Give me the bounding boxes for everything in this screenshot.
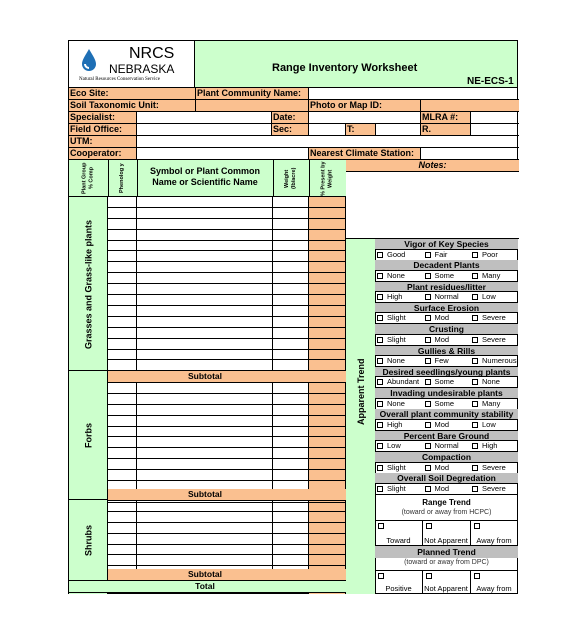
trend-option-label: Severe [482, 483, 506, 493]
planned-trend-block [375, 546, 518, 594]
checkbox[interactable] [377, 337, 383, 343]
planned-not-apparent-checkbox[interactable] [426, 573, 432, 579]
checkbox[interactable] [377, 315, 383, 321]
cooperator-label: Cooperator: [69, 148, 137, 160]
header-divider [108, 160, 109, 197]
trend-option-row [375, 271, 518, 282]
table-row[interactable] [108, 230, 346, 241]
table-row[interactable] [108, 208, 346, 219]
checkbox[interactable] [472, 443, 478, 449]
trend-option-label: Many [482, 398, 501, 408]
trend-option-label: Mod [434, 334, 450, 344]
checkbox[interactable] [472, 252, 478, 258]
trend-option[interactable] [377, 420, 402, 431]
table-row[interactable] [108, 317, 346, 328]
trend-section-title: Desired seedlings/young plants [375, 367, 518, 378]
table-row[interactable] [108, 459, 346, 470]
trend-option-row [375, 484, 518, 495]
trend-option[interactable] [377, 335, 406, 346]
trend-option-label: Slight [387, 483, 406, 493]
checkbox[interactable] [425, 422, 431, 428]
trend-option-label: Severe [482, 334, 506, 344]
header-divider [309, 160, 310, 197]
table-row[interactable] [108, 219, 346, 230]
trend-section-title: Gullies & Rills [375, 346, 518, 357]
notes-header: Notes: [346, 160, 519, 172]
trend-option-label: Severe [482, 313, 506, 323]
range-away-checkbox[interactable] [474, 523, 480, 529]
planned-positive-checkbox[interactable] [378, 573, 384, 579]
org-full-name: Natural Resources Conservation Service [79, 77, 160, 82]
table-row[interactable] [108, 438, 346, 449]
forbs-subtotal-row [108, 489, 346, 501]
subtotal-label: Subtotal [188, 489, 222, 499]
apparent-trend-label: Apparent Trend [356, 358, 366, 426]
sec-label: Sec: [272, 124, 309, 136]
trend-option-label: Numerous [482, 356, 517, 365]
table-row[interactable] [108, 416, 346, 427]
trend-option-label: Slight [387, 313, 406, 323]
trend-section-title: Overall plant community stability [375, 409, 518, 420]
total-label: Total [195, 581, 215, 591]
trend-option-label: Mod [434, 483, 450, 493]
checkbox[interactable] [377, 443, 383, 449]
trend-option[interactable] [377, 292, 402, 303]
table-row[interactable] [108, 383, 346, 394]
table-row[interactable] [108, 241, 346, 252]
checkbox[interactable] [377, 379, 383, 385]
trend-option[interactable] [377, 356, 405, 367]
trend-option[interactable] [425, 484, 450, 495]
table-row[interactable] [108, 284, 346, 295]
trend-option-row [375, 250, 518, 261]
table-row[interactable] [108, 427, 346, 438]
date-input[interactable] [309, 112, 421, 124]
r-input[interactable] [471, 124, 519, 136]
trend-option[interactable] [425, 250, 448, 261]
checkbox[interactable] [425, 358, 431, 364]
checkbox[interactable] [425, 252, 431, 258]
trend-section-title: Compaction [375, 452, 518, 463]
trend-option[interactable] [377, 484, 406, 495]
grasses-subtotal-row [108, 371, 346, 383]
range-trend-divider [375, 520, 518, 521]
cooperator-input[interactable] [137, 148, 309, 160]
checkbox[interactable] [377, 465, 383, 471]
checkbox[interactable] [425, 465, 431, 471]
symbol-name-header: Symbol or Plant Common Name or Scientific Name [149, 166, 260, 187]
trend-option-label: High [482, 441, 498, 451]
trend-option[interactable] [425, 399, 455, 410]
table-row[interactable] [108, 273, 346, 284]
trend-section-title: Crusting [375, 324, 518, 335]
forbs-group-label: Forbs [83, 422, 94, 448]
checkbox[interactable] [377, 294, 383, 300]
table-row[interactable] [108, 523, 346, 534]
trend-option-label: Slight [387, 334, 406, 344]
trend-option[interactable] [472, 356, 517, 367]
photo-map-label: Photo or Map ID: [309, 100, 421, 112]
trend-option-label: High [387, 292, 403, 302]
weight-header: Weight (lb/acre) [284, 167, 297, 190]
checkbox[interactable] [425, 486, 431, 492]
range-not-apparent-checkbox[interactable] [426, 523, 432, 529]
trend-section-title: Vigor of Key Species [375, 239, 518, 250]
shrubs-subtotal-row [108, 569, 346, 581]
table-row[interactable] [108, 405, 346, 416]
trend-section-title: Overall Soil Degredation [375, 473, 518, 484]
checkbox[interactable] [425, 337, 431, 343]
group-divider [69, 499, 108, 500]
table-row[interactable] [108, 448, 346, 459]
utm-input[interactable] [137, 136, 519, 148]
field-office-label: Field Office: [69, 124, 137, 136]
phenology-header: Phenolog y [119, 163, 125, 194]
checkbox[interactable] [425, 294, 431, 300]
planned-option-positive: Positive [385, 584, 412, 593]
range-option-not-apparent: Not Apparent [424, 536, 468, 545]
specialist-input[interactable] [137, 112, 272, 124]
trend-option[interactable] [377, 313, 406, 324]
planned-option-away: Away from [476, 584, 512, 593]
checkbox[interactable] [472, 294, 478, 300]
photo-map-input[interactable] [421, 100, 519, 112]
specialist-label: Specialist: [69, 112, 137, 124]
trend-option-label: Abundant [387, 377, 420, 387]
trend-option-row [375, 356, 518, 367]
trend-option[interactable] [425, 271, 455, 282]
checkbox[interactable] [425, 273, 431, 279]
checkbox[interactable] [472, 337, 478, 343]
trend-option-label: Some [434, 398, 455, 408]
shrubs-group-label: Shrubs [83, 524, 94, 556]
table-row[interactable] [108, 545, 346, 556]
sec-input[interactable] [309, 124, 346, 136]
trend-option[interactable] [425, 313, 450, 324]
org-state: NEBRASKA [109, 62, 175, 76]
checkbox[interactable] [425, 401, 431, 407]
eco-site-label: Eco Site: [69, 88, 196, 100]
checkbox[interactable] [472, 273, 478, 279]
range-option-away: Away from [476, 536, 512, 545]
org-title: NRCS [129, 45, 175, 62]
trend-option[interactable] [377, 463, 406, 474]
form-title: Range Inventory Worksheet [272, 62, 418, 74]
checkbox[interactable] [377, 486, 383, 492]
trend-option[interactable] [377, 271, 405, 282]
checkbox[interactable] [425, 315, 431, 321]
mlra-input[interactable] [471, 112, 519, 124]
form-code: NE-ECS-1 [467, 76, 514, 87]
trend-option[interactable] [425, 463, 450, 474]
trend-option[interactable] [472, 335, 506, 346]
table-row[interactable] [108, 470, 346, 481]
trend-option[interactable] [425, 441, 459, 452]
trend-option-label: Low [387, 441, 401, 451]
checkbox[interactable] [472, 379, 478, 385]
trend-option-row [375, 463, 518, 474]
checkbox[interactable] [472, 465, 478, 471]
trend-option-label: Severe [482, 462, 506, 472]
table-row[interactable] [108, 306, 346, 317]
table-row[interactable] [108, 197, 346, 208]
subtotal-label: Subtotal [188, 371, 222, 381]
trend-option[interactable] [472, 484, 506, 495]
checkbox[interactable] [425, 379, 431, 385]
trend-option[interactable] [425, 335, 450, 346]
trend-option-label: Few [434, 356, 449, 365]
checkbox[interactable] [472, 401, 478, 407]
trend-option[interactable] [425, 356, 449, 367]
plant-group-header: Plant Group % Comp [81, 162, 95, 195]
checkbox[interactable] [472, 486, 478, 492]
header-divider [137, 160, 138, 197]
trend-section-title: Percent Bare Ground [375, 431, 518, 442]
range-trend-title: Range Trend [422, 498, 471, 507]
trend-option[interactable] [377, 250, 405, 261]
checkbox[interactable] [377, 252, 383, 258]
trend-option[interactable] [377, 441, 401, 452]
group-divider [69, 580, 108, 581]
trend-option-row [375, 377, 518, 388]
trend-option[interactable] [377, 377, 419, 388]
trend-section-title: Invading undesirable plants [375, 388, 518, 399]
table-row[interactable] [108, 556, 346, 567]
field-office-input[interactable] [137, 124, 272, 136]
r-label: R. [421, 124, 471, 136]
t-input[interactable] [376, 124, 421, 136]
trend-option[interactable] [472, 377, 500, 388]
table-row[interactable] [108, 328, 346, 339]
trend-option-label: Mod [434, 419, 450, 429]
group-divider [69, 370, 108, 371]
trend-option[interactable] [425, 292, 459, 303]
trend-option-label: None [387, 398, 405, 408]
table-row[interactable] [108, 339, 346, 350]
trend-option[interactable] [472, 292, 496, 303]
checkbox[interactable] [425, 443, 431, 449]
table-row[interactable] [108, 394, 346, 405]
checkbox[interactable] [377, 422, 383, 428]
checkbox[interactable] [472, 315, 478, 321]
utm-label: UTM: [69, 136, 137, 148]
climate-station-label: Nearest Climate Station: [309, 148, 421, 160]
planned-option-not-apparent: Not Apparent [424, 584, 468, 593]
trend-option-label: High [387, 419, 403, 429]
trend-option-row [375, 399, 518, 410]
table-row[interactable] [108, 534, 346, 545]
trend-option-label: Mod [434, 462, 450, 472]
range-trend-subtitle: (toward or away from HCPC) [401, 509, 492, 516]
trend-option-label: Slight [387, 462, 406, 472]
trend-option[interactable] [472, 313, 506, 324]
plant-community-label: Plant Community Name: [196, 88, 309, 100]
checkbox[interactable] [377, 401, 383, 407]
trend-option[interactable] [377, 399, 405, 410]
trend-option-row [375, 441, 518, 452]
trend-option[interactable] [472, 399, 500, 410]
trend-option[interactable] [472, 271, 500, 282]
subtotal-label: Subtotal [188, 569, 222, 579]
trend-section-title: Decadent Plants [375, 260, 518, 271]
range-trend-block [375, 496, 518, 546]
trend-option-label: None [387, 270, 405, 280]
checkbox[interactable] [377, 273, 383, 279]
trend-option[interactable] [425, 377, 455, 388]
trend-option-label: Normal [434, 441, 459, 451]
percent-header: % Present by Weight [320, 161, 334, 196]
info-grid [68, 88, 518, 160]
header-divider [273, 160, 274, 197]
trend-option-label: Good [387, 249, 406, 259]
trend-option-row [375, 335, 518, 346]
mlra-label: MLRA #: [421, 112, 471, 124]
trend-option-row [375, 292, 518, 303]
trend-section-title: Surface Erosion [375, 303, 518, 314]
trend-option-label: Fair [434, 249, 448, 259]
planned-trend-title: Planned Trend [375, 546, 518, 558]
trend-option[interactable] [472, 463, 506, 474]
trend-option-label: Normal [434, 292, 459, 302]
date-label: Date: [272, 112, 309, 124]
table-row[interactable] [108, 252, 346, 263]
climate-station-input[interactable] [421, 148, 519, 160]
trend-option-label: Poor [482, 249, 498, 259]
trend-option-row [375, 420, 518, 431]
checkbox[interactable] [472, 358, 478, 364]
planned-trend-divider [375, 570, 518, 571]
range-toward-checkbox[interactable] [378, 523, 384, 529]
trend-option-label: Some [434, 270, 455, 280]
trend-option-label: Some [434, 377, 455, 387]
trend-option-row [375, 313, 518, 324]
checkbox[interactable] [472, 422, 478, 428]
trend-option[interactable] [472, 250, 498, 261]
table-row[interactable] [108, 295, 346, 306]
table-row[interactable] [108, 501, 346, 512]
trend-option-label: None [482, 377, 500, 387]
trend-section-title: Plant residues/litter [375, 282, 518, 293]
table-row[interactable] [108, 361, 346, 372]
soil-unit-input[interactable] [196, 100, 309, 112]
checkbox[interactable] [377, 358, 383, 364]
t-label: T: [346, 124, 376, 136]
trend-option-label: None [387, 356, 405, 365]
logo-box [68, 40, 195, 88]
table-row[interactable] [108, 262, 346, 273]
trend-option-label: Many [482, 270, 501, 280]
trend-option-label: Low [482, 419, 496, 429]
planned-away-checkbox[interactable] [474, 573, 480, 579]
range-option-toward: Toward [386, 536, 411, 545]
water-drop-logo-icon [79, 47, 99, 73]
trend-option[interactable] [472, 441, 497, 452]
trend-option[interactable] [472, 420, 496, 431]
table-row[interactable] [108, 350, 346, 361]
trend-option-label: Mod [434, 313, 450, 323]
plant-community-input[interactable] [309, 88, 519, 100]
grasses-group-label: Grasses and Grass-like plants [83, 219, 94, 349]
planned-trend-subtitle: (toward or away from DPC) [404, 559, 489, 566]
total-row [69, 581, 346, 593]
table-row[interactable] [108, 512, 346, 523]
trend-option-label: Low [482, 292, 496, 302]
trend-option[interactable] [425, 420, 450, 431]
soil-unit-label: Soil Taxonomic Unit: [69, 100, 196, 112]
notes-area[interactable] [346, 172, 519, 239]
